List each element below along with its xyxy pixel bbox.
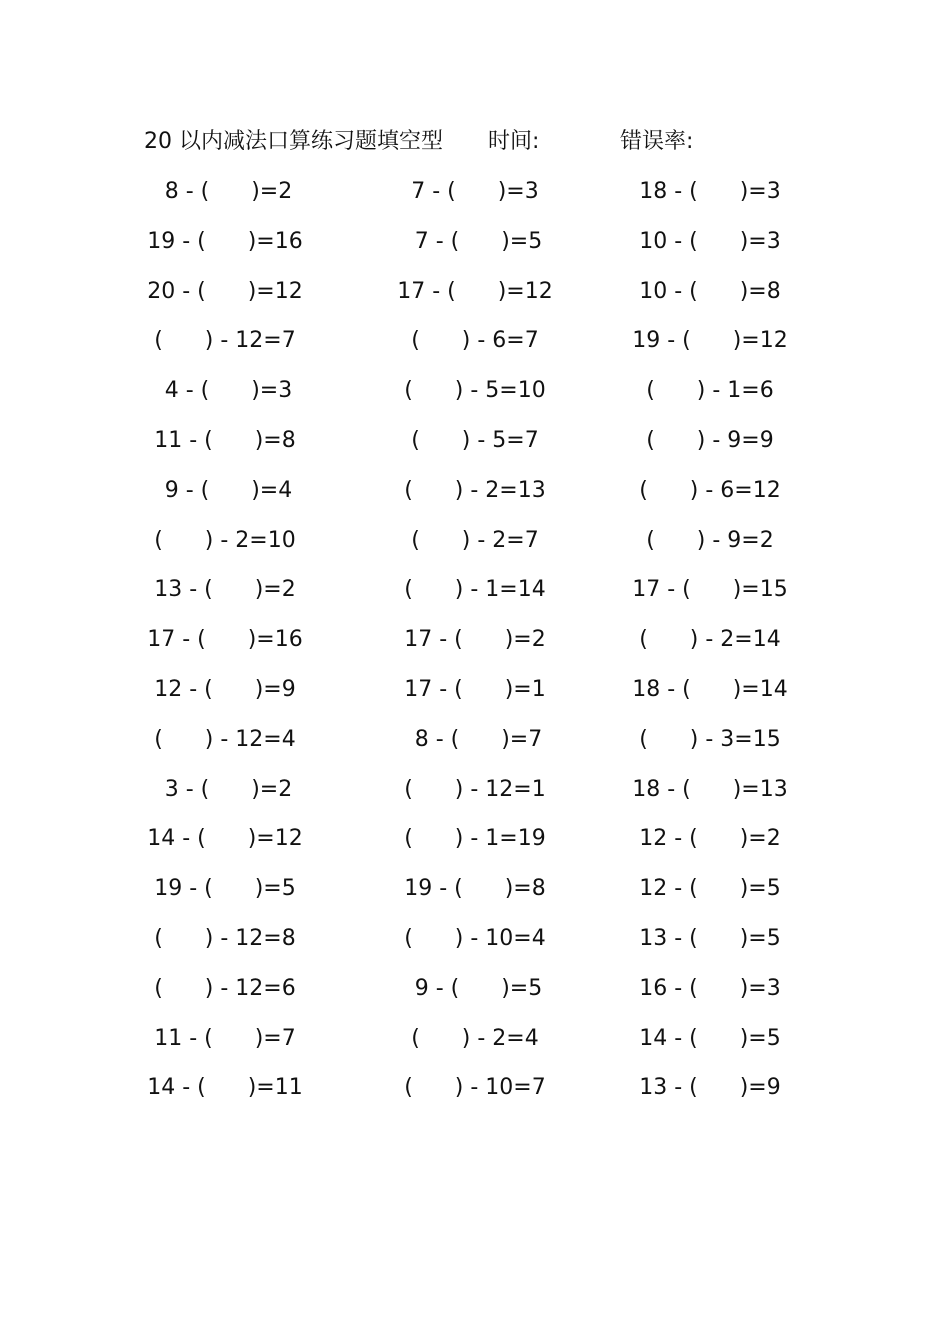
problem-item: 18 - ( )=3 xyxy=(639,179,781,204)
problem-item: 17 - ( )=12 xyxy=(397,278,553,304)
problem-item: ( ) - 10=4 xyxy=(404,925,546,951)
problem-item: 19 - ( )=12 xyxy=(632,328,788,354)
problem-item: ( ) - 2=7 xyxy=(411,527,539,553)
problem-item: ( ) - 12=7 xyxy=(154,328,296,354)
problem-item: ( ) - 12=4 xyxy=(154,726,296,752)
problem-row xyxy=(0,273,950,323)
problem-row xyxy=(0,1020,950,1070)
problem-row xyxy=(0,223,950,273)
problem-item: 10 - ( )=3 xyxy=(639,228,781,254)
problem-item: 10 - ( )=8 xyxy=(639,278,781,304)
problem-row xyxy=(0,571,950,621)
problem-row xyxy=(0,970,950,1020)
problem-item: 20 - ( )=12 xyxy=(147,278,303,304)
problem-item: ( ) - 2=14 xyxy=(639,627,781,653)
problem-row xyxy=(0,721,950,771)
problem-item: 12 - ( )=2 xyxy=(639,826,781,852)
problem-item: 17 - ( )=16 xyxy=(147,627,303,653)
problem-item: 14 - ( )=11 xyxy=(147,1075,303,1101)
problem-row xyxy=(0,522,950,572)
problem-item: ( ) - 2=10 xyxy=(154,527,296,553)
problem-item: ( ) - 5=7 xyxy=(411,427,539,453)
problem-row xyxy=(0,820,950,870)
problem-item: 12 - ( )=9 xyxy=(154,676,296,702)
problem-item: 12 - ( )=5 xyxy=(639,876,781,902)
problem-item: 7 - ( )=3 xyxy=(411,179,539,204)
problem-item: 4 - ( )=3 xyxy=(157,378,293,404)
problem-item: ( ) - 1=19 xyxy=(404,826,546,852)
problem-item: 14 - ( )=12 xyxy=(147,826,303,852)
problem-item: ( ) - 12=8 xyxy=(154,925,296,951)
problem-item: ( ) - 12=6 xyxy=(154,975,296,1001)
problem-item: 8 - ( )=7 xyxy=(407,726,543,752)
problem-item: 8 - ( )=2 xyxy=(157,179,293,204)
problem-item: ( ) - 2=13 xyxy=(404,477,546,503)
problem-item: 19 - ( )=8 xyxy=(404,876,546,902)
error-rate-label: 错误率: xyxy=(620,129,694,154)
problem-row xyxy=(0,372,950,422)
problem-item: 3 - ( )=2 xyxy=(157,776,293,802)
problem-item: ( ) - 1=14 xyxy=(404,577,546,603)
problem-row xyxy=(0,870,950,920)
problem-grid xyxy=(0,173,950,1119)
problem-item: 11 - ( )=8 xyxy=(154,427,296,453)
problem-item: 17 - ( )=2 xyxy=(404,627,546,653)
problem-item: 16 - ( )=3 xyxy=(639,975,781,1001)
problem-row xyxy=(0,771,950,821)
problem-item: ( ) - 1=6 xyxy=(646,378,774,404)
problem-item: 14 - ( )=5 xyxy=(639,1025,781,1051)
problem-item: 17 - ( )=15 xyxy=(632,577,788,603)
problem-item: 13 - ( )=9 xyxy=(639,1075,781,1101)
problem-row xyxy=(0,472,950,522)
problem-item: ( ) - 6=12 xyxy=(639,477,781,503)
problem-item: 13 - ( )=5 xyxy=(639,925,781,951)
problem-item: 18 - ( )=13 xyxy=(632,776,788,802)
problem-item: ( ) - 2=4 xyxy=(411,1025,539,1051)
problem-item: ( ) - 12=1 xyxy=(404,776,546,802)
problem-item: 9 - ( )=4 xyxy=(157,477,293,503)
problem-item: ( ) - 3=15 xyxy=(639,726,781,752)
problem-item: ( ) - 9=9 xyxy=(646,427,774,453)
problem-row xyxy=(0,422,950,472)
problem-item: ( ) - 5=10 xyxy=(404,378,546,404)
worksheet-title: 20 以内减法口算练习题填空型 xyxy=(144,129,443,154)
problem-row xyxy=(0,621,950,671)
problem-item: 17 - ( )=1 xyxy=(404,676,546,702)
problem-item: 18 - ( )=14 xyxy=(632,676,788,702)
problem-item: 13 - ( )=2 xyxy=(154,577,296,603)
problem-item: ( ) - 9=2 xyxy=(646,527,774,553)
problem-item: ( ) - 6=7 xyxy=(411,328,539,354)
worksheet-header xyxy=(144,126,824,158)
problem-row xyxy=(0,920,950,970)
problem-row xyxy=(0,322,950,372)
problem-item: 7 - ( )=5 xyxy=(407,228,543,254)
problem-row xyxy=(0,1069,950,1119)
problem-row xyxy=(0,671,950,721)
time-label: 时间: xyxy=(488,129,540,154)
problem-item: 11 - ( )=7 xyxy=(154,1025,296,1051)
problem-item: 19 - ( )=16 xyxy=(147,228,303,254)
problem-item: 19 - ( )=5 xyxy=(154,876,296,902)
problem-item: ( ) - 10=7 xyxy=(404,1075,546,1101)
problem-row xyxy=(0,173,950,223)
problem-item: 9 - ( )=5 xyxy=(407,975,543,1001)
